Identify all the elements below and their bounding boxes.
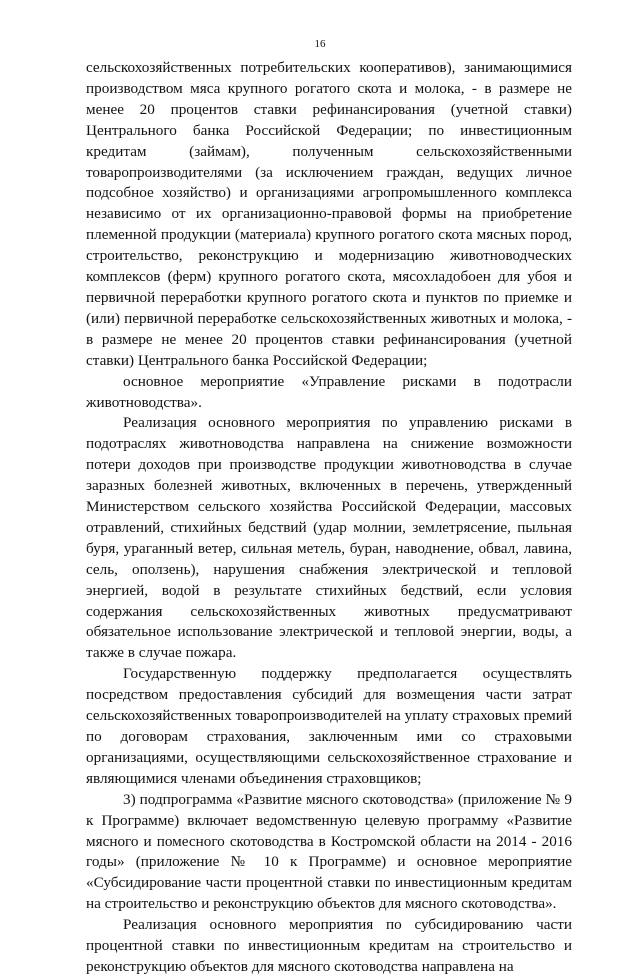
document-body — [86, 58, 572, 978]
paragraph-state-support: Государственную поддержку предполагается осуществлять посредством предоставления субсидий для возмещения части затрат сельскохозяйственных товаропроизводителей на уплату страховых премий по договорам страхования, заключенным ими со страховыми организациями, осуществляющими сельскохозяйственное страхование и являющимися членами объединения страховщиков; — [86, 665, 572, 787]
paragraph-subprogram-3: 3) подпрограмма «Развитие мясного скотоводства» (приложение № 9 к Программе) включает ведомственную целевую программу «Развитие мясного и помесного скотоводства в Костромской области на 2014 - 2016 годы» (приложение № 10 к Программе) и основное мероприятие «Субсидирование части процентной ставки по инвестиционным кредитам на строительство и реконструкцию объектов для мясного скотоводства». — [86, 790, 572, 913]
paragraph-subsidy-implementation: Реализация основного мероприятия по субсидированию части процентной ставки по инвестиционным кредитам на строительство и реконструкцию объектов для мясного скотоводства направлена на — [86, 916, 572, 975]
paragraph-risk-management: Реализация основного мероприятия по управлению рисками в подотраслях животноводства направлена на снижение возможности потери доходов при производстве продукции животноводства в случае заразных болезней животных, включенных в перечень, утвержденный Министерством сельского хозяйства Российской Федерации, массовых отравлений, стихийных бедствий (удар молнии, землетрясение, пыльная буря, ураганный ветер, сильная метель, буран, наводнение, обвал, лавина, сель, оползень), нарушения снабжения электрической и тепловой энергией, водой в результате стихийных бедствий, если условия содержания сельскохозяйственных животных предусматривают обязательное использование электрической и тепловой энергии, воды, а также в случае пожара. — [86, 414, 572, 662]
page-number: 16 — [314, 38, 326, 50]
paragraph-continued: сельскохозяйственных потребительских кооперативов), занимающимися производством мяса крупного рогатого скота и молока, - в размере не менее 20 процентов ставки рефинансирования (учетной ставки) Центрального банка Российской Федерации; по инвестиционным кредитам (займам), полученным сельскохозяйственными товаропроизводителями (за исключением граждан, ведущих личное подсобное хозяйство) и организациями агропромышленного комплекса независимо от их организационно-правовой формы на приобретение племенной продукции (материала) крупного рогатого скота мясных пород, строительство, реконструкцию и модернизацию животноводческих комплексов (ферм) крупного рогатого скота, мясохладобоен для убоя и первичной переработки крупного рогатого скота и пунктов по приемке и (или) первичной переработке сельскохозяйственных животных и молока, - в размере не менее 20 процентов ставки рефинансирования (учетной ставки) Центрального банка Российской Федерации; — [86, 59, 572, 369]
paragraph-risk-management-item: основное мероприятие «Управление рисками в подотрасли животноводства». — [86, 372, 572, 411]
